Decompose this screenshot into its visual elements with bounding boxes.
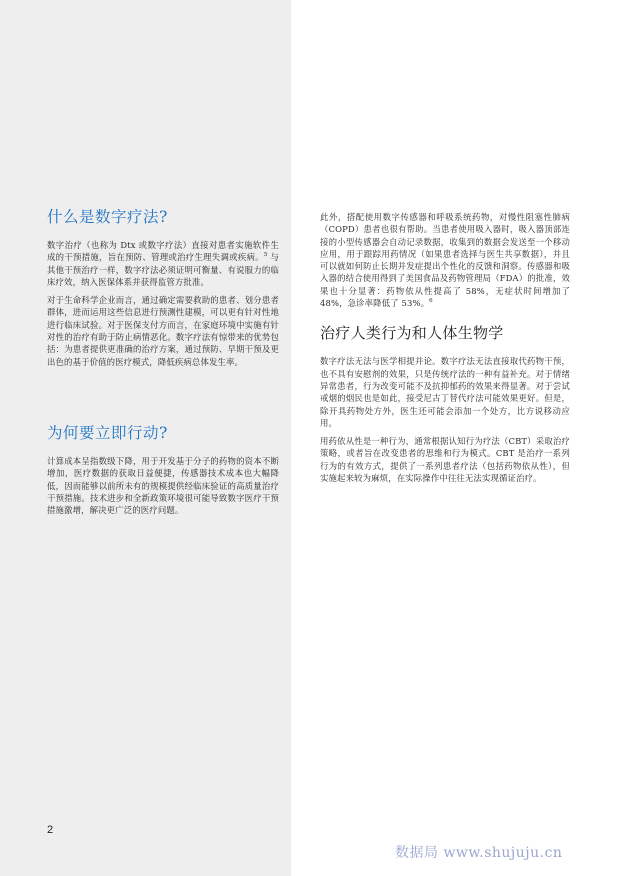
paragraph-why-act-now: 计算成本呈指数级下降，用于开发基于分子的药物的资本不断增加，医疗数据的获取日益便捷，传感器技术成本也大幅降低，因而能够以前所未有的规模提供经临床验证的高质量治疗干预措施。技术进步和全新政策环境很可能导致数字医疗干预措施激增，解决更广泛的医疗问题。: [47, 455, 279, 516]
section-title-what-is-dtx: 什么是数字疗法?: [47, 208, 168, 226]
footnote-ref-5: 5: [263, 252, 268, 259]
section-title-why-act-now: 为何要立即行动?: [47, 423, 168, 442]
section-title-behavior-biology: 治疗人类行为和人体生物学: [320, 324, 504, 343]
dtx-definition-text: 数字治疗（也称为 Dtx 或数字疗法）直接对患者实施软件生成的干预措施，旨在预防、管理或治疗生理失调或疾病。: [47, 240, 279, 263]
right-column: [320, 211, 570, 490]
paragraph-adherence-cbt: 用药依从性是一种行为，通常根据认知行为疗法（CBT）采取治疗策略，或者旨在改变患者的思维和行为模式。CBT 是治疗一系列行为的有效方式，提供了一系列患者疗法（包括药物依从性），但实施起来较为麻烦，在实际操作中往往无法实现循证治疗。: [320, 436, 570, 484]
paragraph-dtx-definition: [47, 239, 279, 288]
copd-sensors-text: 此外，搭配使用数字传感器和呼吸系统药物，对慢性阻塞性肺病（COPD）患者也很有帮助。当患者使用吸入器时，吸入器顶部连接的小型传感器会自动记录数据，收集到的数据会发送至一个移动应用，用于跟踪用药情况（如果患者选择与医生共享数据），并且可以就如何防止长期并发症提出个性化的反馈和洞察。传感器和吸入器的结合使用得到了美国食品及药物管理局（FDA）的批准，效果也十分显著：药物依从性提高了 58%，无症状时间增加了 48%，急诊率降低了 53%。: [320, 212, 570, 309]
paragraph-copd-sensors: [320, 211, 570, 309]
paragraph-not-comparable-medicine: 数字疗法无法与医学相提并论。数字疗法无法直接取代药物干预，也不具有安慰剂的效果，只是传统疗法的一种有益补充。对于情绪异常患者，行为改变可能不及抗抑郁药的效果来得显著。对于尝试戒烟的烟民也是如此，接受尼古丁替代疗法可能效果更好。但是，除开具药物处方外，医生还可能会添加一个处方，比方说移动应用。: [320, 356, 570, 428]
footnote-ref-6: 6: [429, 298, 433, 305]
spacer: [47, 374, 279, 423]
paragraph-dtx-benefits: 对于生命科学企业而言，通过确定需要救助的患者、划分患者群体，进而运用这些信息进行预测性建模，可以更有针对性地进行临床试验。对于医保支付方而言，在家庭环境中实施有针对性的治疗有助于防止病情恶化。数字疗法有惊带来的优势包括：为患者提供更准确的治疗方案，通过预防、早期干预及更出色的基于价值的医疗模式，降低疾病总体发生率。: [47, 295, 279, 367]
watermark-text: 数据局 www.shujuju.cn: [395, 845, 563, 861]
dtx-definition-text-2: 与其他干预治疗一样，数字疗法必须证明可衡量、有说服力的临床疗效，纳入医保体系并获得监管方批准。: [47, 252, 280, 287]
left-column: [47, 207, 279, 522]
page-number: 2: [47, 824, 54, 836]
